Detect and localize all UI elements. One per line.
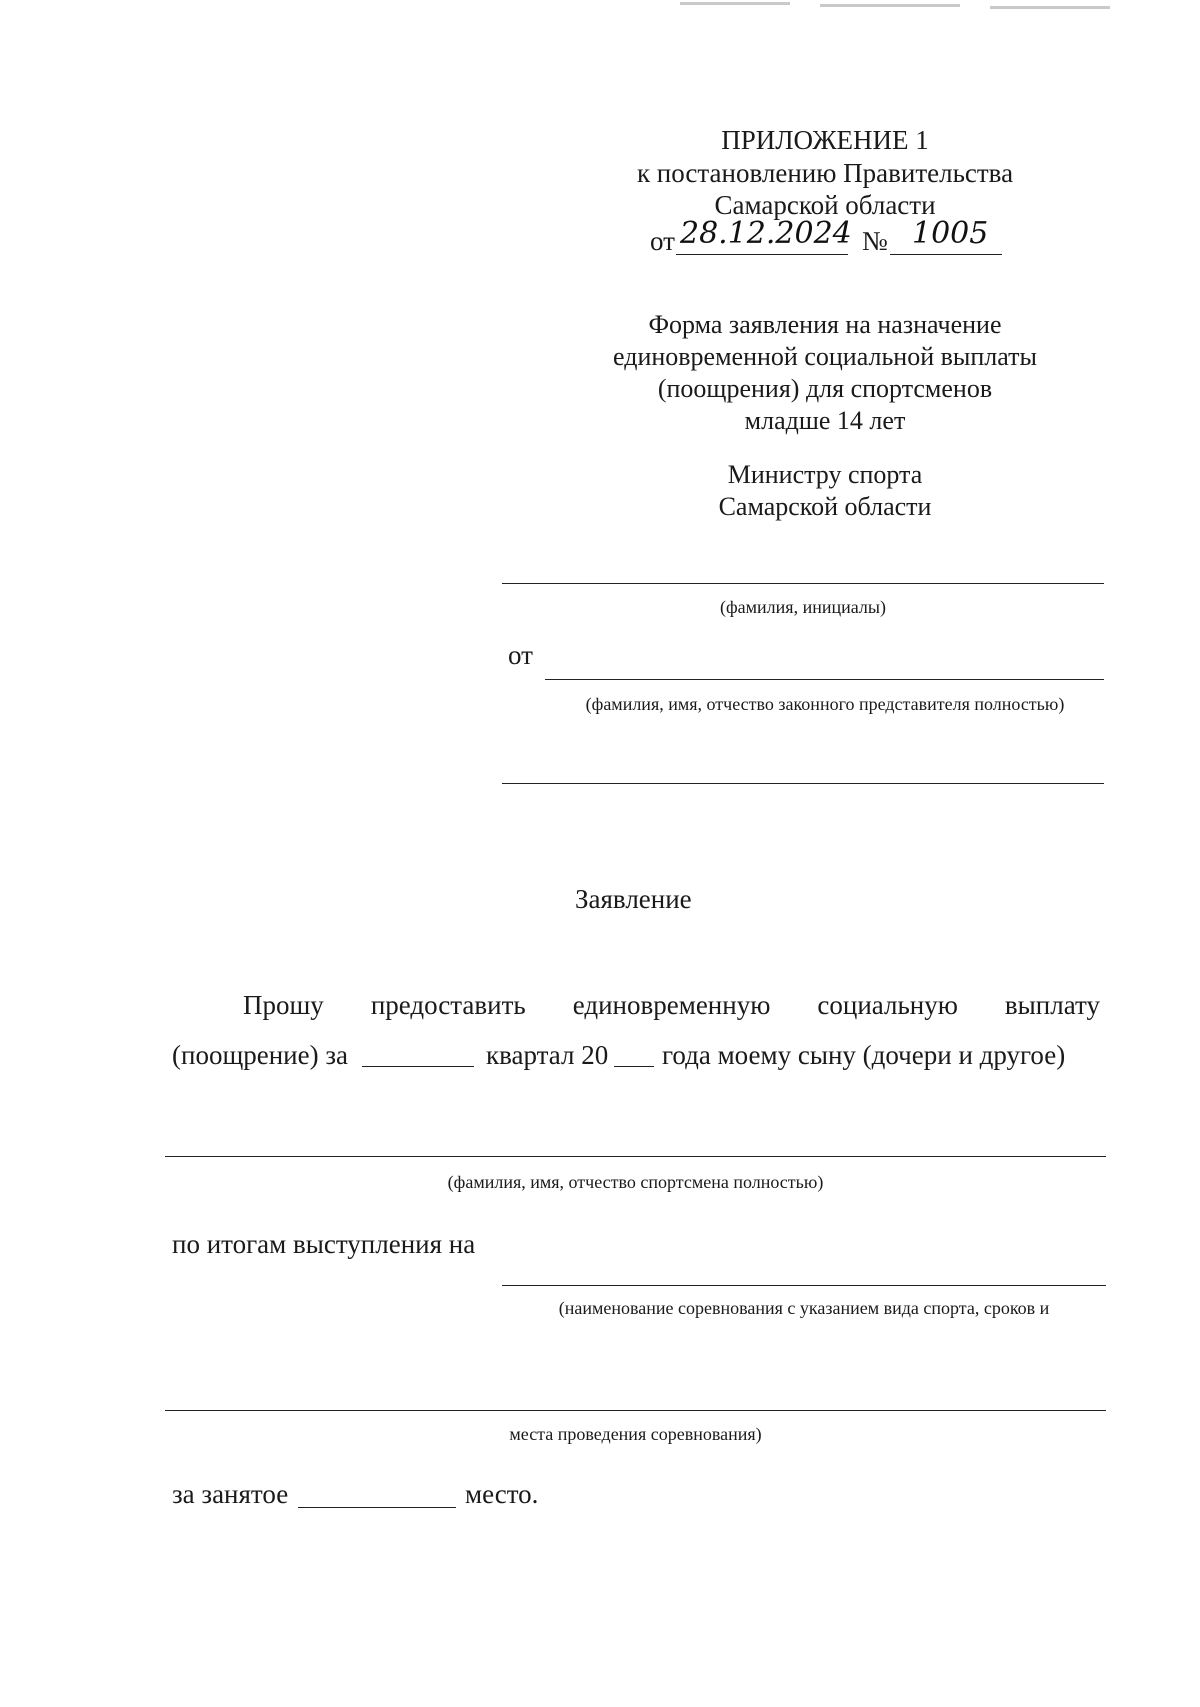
competition-line-1	[502, 1285, 1106, 1286]
minister-name-line	[502, 583, 1104, 584]
competition-caption-1: (наименование соревнования с указанием вида спорта, сроков и	[558, 1298, 1050, 1318]
number-handwritten: 1005	[912, 216, 989, 251]
request-line-2-b: квартал 20	[486, 1040, 609, 1070]
form-title-line-1: Форма заявления на назначение	[648, 310, 1002, 339]
form-title-line-3: (поощрения) для спортсменов	[657, 374, 993, 403]
quarter-blank	[362, 1066, 474, 1067]
number-underline	[890, 254, 1002, 255]
year-blank	[614, 1066, 654, 1067]
competition-line-2	[165, 1410, 1106, 1411]
request-word: выплату	[1004, 990, 1100, 1020]
representative-extra-line	[502, 783, 1104, 784]
statement-title: Заявление	[575, 884, 692, 914]
scan-artifact	[990, 6, 1110, 9]
request-word: предоставить	[370, 990, 526, 1020]
appendix-line-2: к постановлению Правительства	[636, 158, 1014, 188]
form-title-line-4: младше 14 лет	[744, 406, 906, 435]
request-word: социальную	[817, 990, 958, 1020]
from-label: от	[508, 640, 533, 670]
place-blank	[298, 1507, 456, 1508]
form-title-line-2: единовременной социальной выплаты	[613, 342, 1037, 371]
request-word: Прошу	[243, 990, 324, 1020]
request-line-2-a: (поощрение) за	[172, 1040, 348, 1070]
addressee-line-2: Самарской области	[718, 492, 932, 521]
place-label-a: за занятое	[172, 1479, 289, 1509]
athlete-name-line	[165, 1156, 1106, 1157]
scan-artifact	[820, 4, 960, 7]
minister-name-caption: (фамилия, инициалы)	[720, 597, 886, 617]
representative-caption: (фамилия, имя, отчество законного представителя полностью)	[585, 694, 1065, 714]
scan-artifact	[680, 2, 790, 5]
request-word: единовременную	[572, 990, 771, 1020]
athlete-name-caption: (фамилия, имя, отчество спортсмена полностью)	[447, 1172, 824, 1192]
request-line-2-c: года моему сыну (дочери и другое)	[662, 1040, 1066, 1070]
date-prefix: от	[650, 226, 675, 256]
date-handwritten: 28.12.2024	[680, 216, 852, 251]
date-underline	[676, 254, 848, 255]
request-line-1	[243, 989, 1100, 1021]
number-prefix: №	[862, 226, 888, 256]
competition-caption-2: места проведения соревнования)	[509, 1424, 762, 1444]
place-label-b: место.	[465, 1479, 539, 1509]
representative-name-line	[545, 679, 1104, 680]
appendix-title: ПРИЛОЖЕНИЕ 1	[721, 125, 929, 155]
appendix-line-3: Самарской области	[714, 190, 936, 220]
addressee-line-1: Министру спорта	[727, 460, 923, 489]
competition-label: по итогам выступления на	[172, 1229, 476, 1259]
